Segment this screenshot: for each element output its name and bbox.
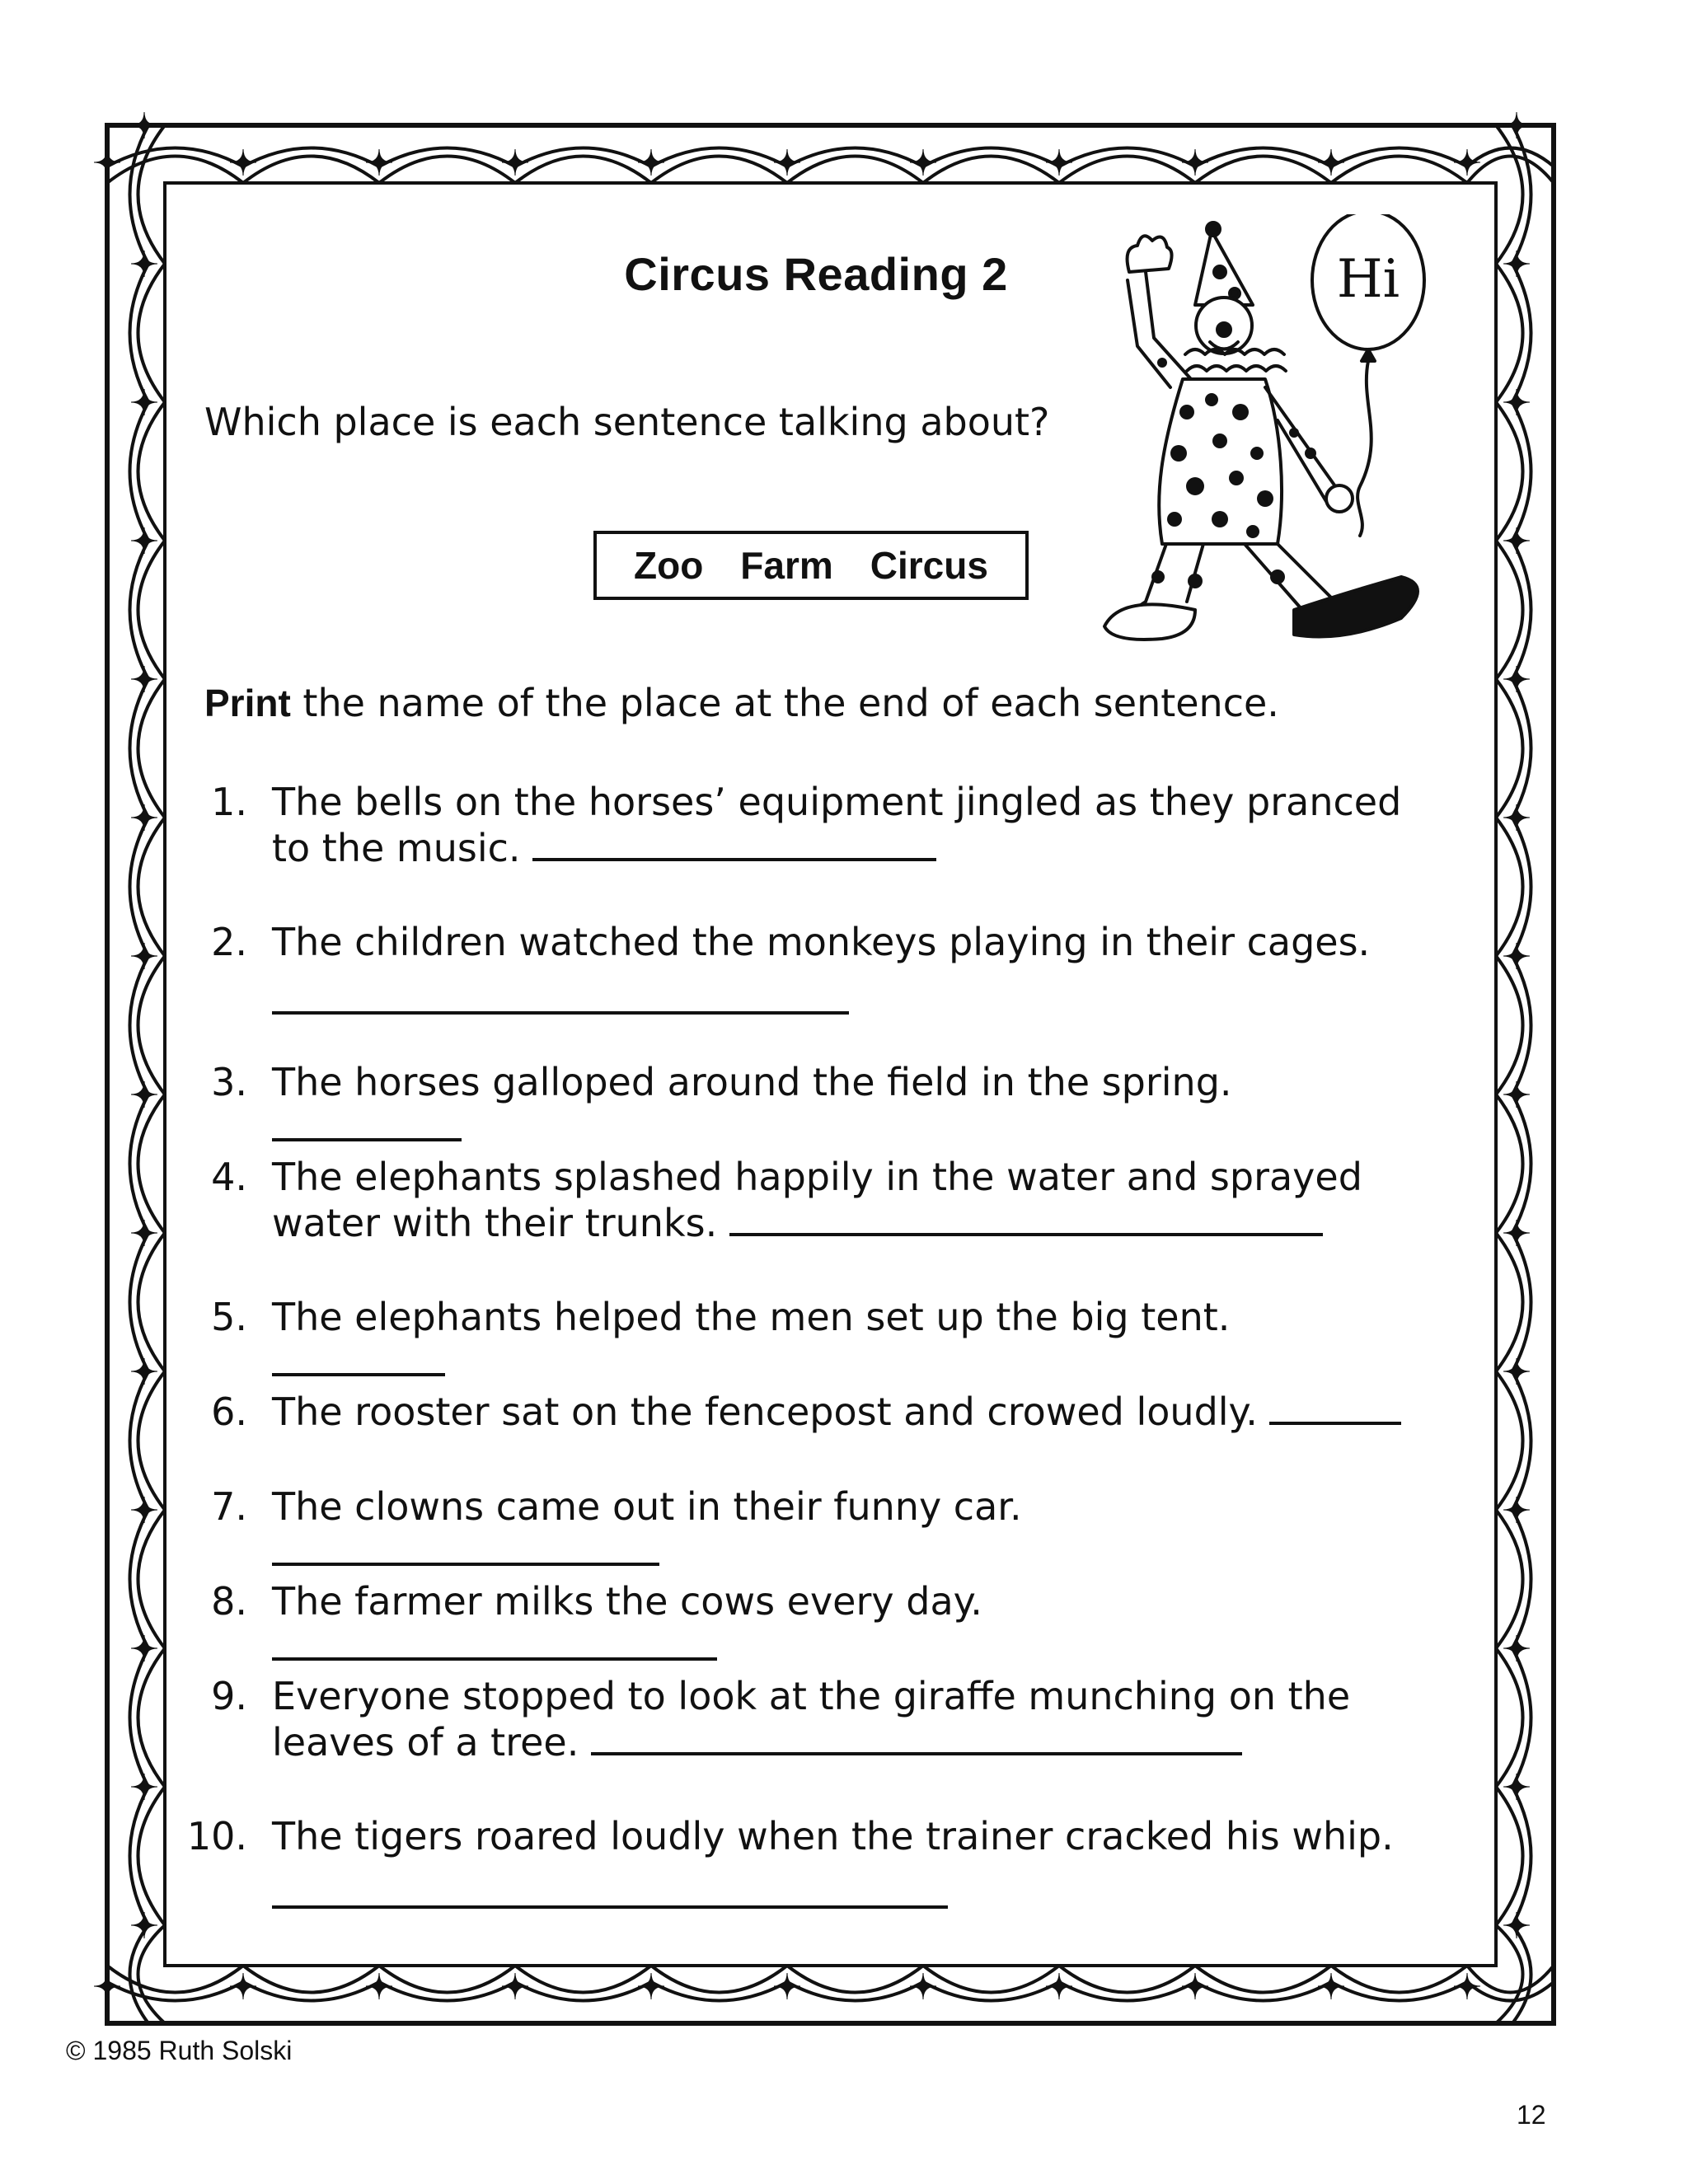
- instruction-question: Which place is each sentence talking about?: [204, 400, 1050, 444]
- question-text-continued: water with their trunks.: [272, 1201, 718, 1245]
- worksheet-title: Circus Reading 2: [624, 248, 1008, 300]
- question-number: 6.: [211, 1390, 247, 1434]
- choice-circus: Circus: [870, 544, 988, 587]
- balloon-text: Hi: [1336, 249, 1400, 310]
- instruction-print-bold: Print: [204, 682, 291, 724]
- question-number: 1.: [211, 780, 247, 824]
- choices-box: [593, 531, 1029, 600]
- question-text: The elephants splashed happily in the water and sprayed: [272, 1155, 1362, 1199]
- answer-blank[interactable]: [1269, 1389, 1401, 1425]
- answer-blank[interactable]: [272, 1340, 445, 1376]
- question-text-continued: to the music.: [272, 826, 521, 870]
- question-text: The elephants helped the men set up the big tent.: [272, 1295, 1231, 1339]
- answer-blank[interactable]: [272, 1872, 948, 1909]
- question-text: The rooster sat on the fencepost and crowed loudly.: [272, 1390, 1258, 1434]
- question-text: The farmer milks the cows every day.: [272, 1579, 982, 1624]
- question-number: 7.: [211, 1484, 247, 1529]
- choice-farm: Farm: [740, 544, 833, 587]
- answer-blank[interactable]: [532, 825, 936, 861]
- clown-illustration: [1088, 214, 1451, 676]
- answer-blank[interactable]: [272, 1624, 717, 1661]
- answer-blank[interactable]: [272, 1105, 462, 1141]
- question-text: The clowns came out in their funny car.: [272, 1484, 1022, 1529]
- question-number: 10.: [186, 1814, 247, 1858]
- question-text: Everyone stopped to look at the giraffe munching on the: [272, 1674, 1351, 1718]
- choice-zoo: Zoo: [634, 544, 704, 587]
- question-number: 3.: [211, 1060, 247, 1104]
- answer-blank[interactable]: [591, 1719, 1242, 1755]
- answer-blank[interactable]: [272, 1530, 659, 1566]
- question-text: The horses galloped around the field in the spring.: [272, 1060, 1232, 1104]
- instruction-print-rest: the name of the place at the end of each sentence.: [290, 681, 1279, 725]
- question-text: The tigers roared loudly when the trainer cracked his whip.: [272, 1814, 1394, 1858]
- copyright-notice: © 1985 Ruth Solski: [66, 2036, 293, 2065]
- question-number: 9.: [211, 1674, 247, 1718]
- page-number: 12: [1517, 2100, 1546, 2130]
- question-text: The bells on the horses’ equipment jingled as they pranced: [272, 780, 1402, 824]
- question-number: 4.: [211, 1155, 247, 1199]
- instruction-print: [204, 681, 1279, 725]
- question-text: The children watched the monkeys playing in their cages.: [272, 920, 1371, 964]
- question-number: 5.: [211, 1295, 247, 1339]
- question-number: 8.: [211, 1579, 247, 1624]
- question-number: 2.: [211, 920, 247, 964]
- answer-blank[interactable]: [729, 1200, 1323, 1236]
- answer-blank[interactable]: [272, 978, 849, 1015]
- question-text-continued: leaves of a tree.: [272, 1720, 579, 1765]
